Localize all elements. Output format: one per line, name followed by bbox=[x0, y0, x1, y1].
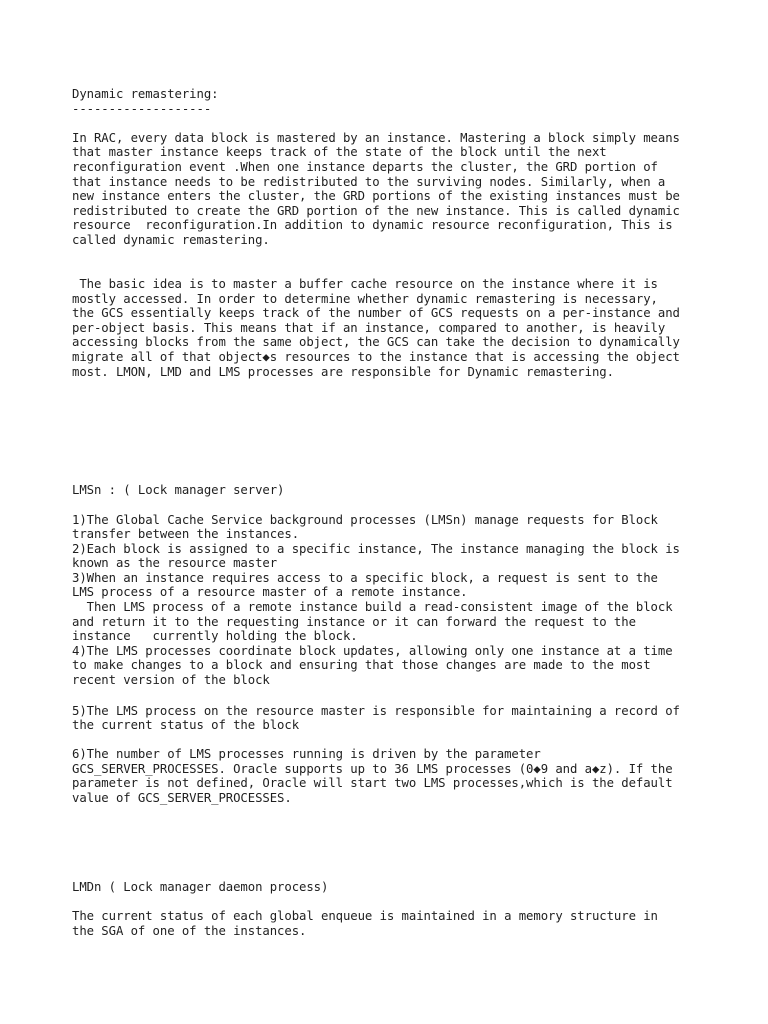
text-line: per-object basis. This means that if an instance, compared to another, is heavily bbox=[72, 320, 666, 335]
text-line: the GCS essentially keeps track of the number of GCS requests on a per-instance and bbox=[72, 306, 680, 321]
text-line: GCS_SERVER_PROCESSES. Oracle supports up to 36 LMS processes (0◆9 and a◆z). If the bbox=[72, 761, 673, 776]
text-line: LMS process of a resource master of a remote instance. bbox=[72, 585, 468, 600]
section-heading: LMDn ( Lock manager daemon process) bbox=[72, 879, 329, 894]
text-line: parameter is not defined, Oracle will start two LMS processes,which is the default bbox=[72, 776, 673, 791]
section-dynamic-remastering bbox=[72, 87, 218, 116]
text-line: In RAC, every data block is mastered by an instance. Mastering a block simply means bbox=[72, 130, 680, 145]
text-line: new instance enters the cluster, the GRD portions of the existing instances must be bbox=[72, 189, 680, 204]
text-line: redistributed to create the GRD portion of the new instance. This is called dynamic bbox=[72, 203, 680, 218]
heading-underline: ------------------- bbox=[72, 101, 212, 116]
paragraph bbox=[72, 747, 673, 805]
section-lmsn bbox=[72, 483, 284, 498]
paragraph bbox=[72, 277, 680, 379]
text-line: Then LMS process of a remote instance build a read-consistent image of the block bbox=[72, 600, 673, 615]
text-line: The basic idea is to master a buffer cache resource on the instance where it is bbox=[72, 277, 658, 291]
text-line: 2)Each block is assigned to a specific instance, The instance managing the block is bbox=[72, 541, 680, 556]
text-line: resource reconfiguration.In addition to dynamic resource reconfiguration, This is bbox=[72, 218, 673, 233]
text-line: migrate all of that object◆s resources to the instance that is accessing the object bbox=[72, 349, 680, 364]
paragraph bbox=[72, 909, 658, 938]
text-line: that instance needs to be redistributed to the surviving nodes. Similarly, when a bbox=[72, 174, 666, 189]
text-line: most. LMON, LMD and LMS processes are responsible for Dynamic remastering. bbox=[72, 364, 614, 379]
text-line: mostly accessed. In order to determine whether dynamic remastering is necessary, bbox=[72, 291, 658, 306]
text-line: known as the resource master bbox=[72, 556, 278, 571]
section-heading: LMSn : ( Lock manager server) bbox=[72, 483, 285, 497]
section-heading: Dynamic remastering: bbox=[72, 87, 219, 101]
text-line: reconfiguration event .When one instance departs the cluster, the GRD portion of bbox=[72, 159, 658, 174]
paragraph bbox=[72, 513, 680, 688]
text-line: 3)When an instance requires access to a specific block, a request is sent to the bbox=[72, 570, 658, 585]
paragraph bbox=[72, 704, 680, 733]
text-line: and return it to the requesting instance or it can forward the request to the bbox=[72, 614, 636, 629]
text-line: The current status of each global enqueue is maintained in a memory structure in bbox=[72, 909, 658, 923]
text-line: 1)The Global Cache Service background processes (LMSn) manage requests for Block bbox=[72, 512, 658, 527]
text-line: recent version of the block bbox=[72, 673, 270, 688]
text-line: called dynamic remastering. bbox=[72, 232, 270, 247]
text-line: transfer between the instances. bbox=[72, 527, 300, 542]
text-line: that master instance keeps track of the state of the block until the next bbox=[72, 145, 607, 160]
text-line: the SGA of one of the instances. bbox=[72, 923, 307, 938]
text-line: accessing blocks from the same object, the GCS can take the decision to dynamically bbox=[72, 335, 680, 350]
section-lmdn bbox=[72, 880, 328, 895]
text-line: to make changes to a block and ensuring that those changes are made to the most bbox=[72, 658, 651, 673]
text-line: 4)The LMS processes coordinate block updates, allowing only one instance at a time bbox=[72, 643, 673, 658]
text-line: 6)The number of LMS processes running is driven by the parameter bbox=[72, 747, 541, 761]
paragraph bbox=[72, 131, 680, 248]
text-line: the current status of the block bbox=[72, 718, 300, 733]
text-line: value of GCS_SERVER_PROCESSES. bbox=[72, 790, 292, 805]
text-line: 5)The LMS process on the resource master is responsible for maintaining a record of bbox=[72, 703, 680, 718]
text-line: instance currently holding the block. bbox=[72, 629, 358, 644]
